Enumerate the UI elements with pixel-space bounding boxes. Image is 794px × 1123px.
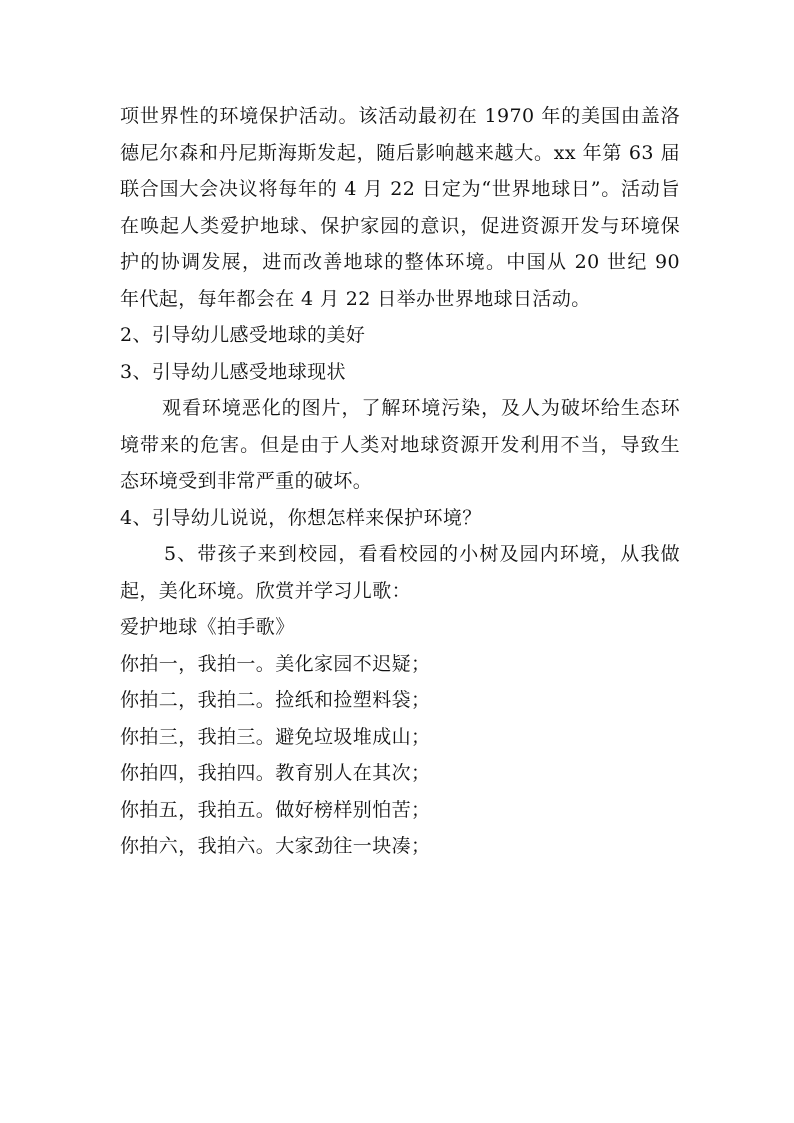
step-3-heading: 3、引导幼儿感受地球现状 — [120, 360, 346, 383]
song-line: 你拍二，我拍二。捡纸和捡塑料袋； — [120, 689, 431, 711]
song-line: 你拍五，我拍五。做好榜样别怕苦； — [120, 798, 431, 821]
intro-paragraph: 项世界性的环境保护活动。该活动最初在 1970 年的美国由盖洛德尼尔森和丹尼斯海斯发起，随后影响越来越大。xx 年第 63 届联合国大会决议将每年的 4 月 22 日定为“世界地球日”。活动旨在唤起人类爱护地球、保护家园的意识，促进资源开发与环境保护的协调发展，进而改善地球的整体环境。中国从 20 世纪 90 年代起，每年都会在 4 月 22 日举办世界地球日活动。 — [120, 105, 680, 310]
step-4-heading: 4、引导幼儿说说，你想怎样来保护环境？ — [120, 506, 482, 529]
song-line: 你拍三，我拍三。避免垃圾堆成山； — [120, 725, 431, 748]
song-line: 你拍一，我拍一。美化家园不迟疑； — [120, 652, 431, 675]
song-line: 你拍四，我拍四。教育别人在其次； — [120, 762, 431, 784]
song-line: 你拍六，我拍六。大家劲往一块凑； — [120, 835, 431, 857]
document-body — [120, 98, 680, 865]
step-3-detail-paragraph: 观看环境恶化的图片，了解环境污染，及人为破坏给生态环境带来的危害。但是由于人类对地球资源开发利用不当，导致生态环境受到非常严重的破坏。 — [120, 397, 680, 492]
song-title: 爱护地球《拍手歌》 — [120, 616, 295, 638]
step-2-heading: 2、引导幼儿感受地球的美好 — [120, 324, 366, 346]
step-5-paragraph: 5、带孩子来到校园，看看校园的小树及园内环境，从我做起，美化环境。欣赏并学习儿歌： — [120, 543, 680, 602]
